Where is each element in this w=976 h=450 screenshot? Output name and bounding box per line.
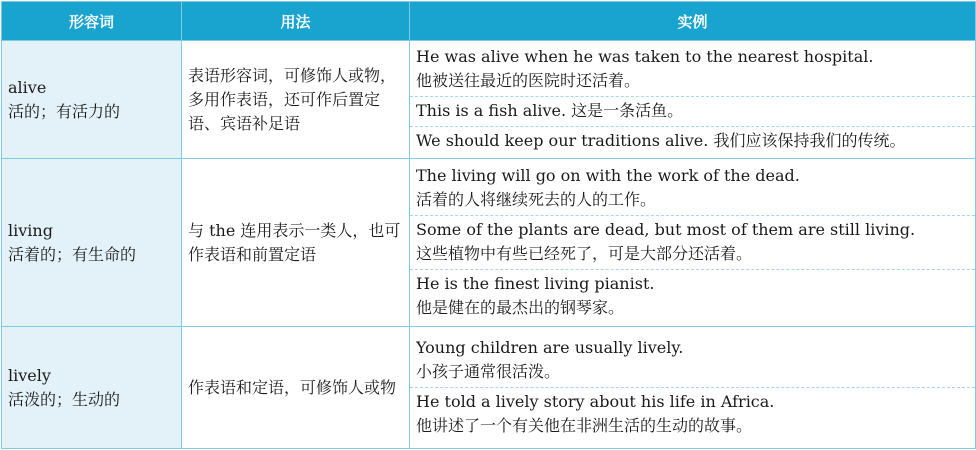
example-item xyxy=(410,162,975,215)
adjective-cell xyxy=(2,159,182,327)
example-chinese: 小孩子通常很活泼。 xyxy=(416,362,561,381)
example-item xyxy=(410,215,975,269)
table-row-living xyxy=(2,159,976,327)
adjective-cell xyxy=(2,41,182,159)
adjective-gloss: 活的；有活力的 xyxy=(8,101,121,121)
adjective-word: lively xyxy=(8,365,51,385)
usage-text: 表语形容词，可修饰人或物，多用作表语，还可作后置定语、宾语补足语 xyxy=(188,65,397,133)
example-english: He is the finest living pianist. xyxy=(416,274,655,293)
examples-cell xyxy=(410,327,976,449)
example-item xyxy=(410,387,975,441)
table-row-lively xyxy=(2,327,976,449)
example-english: He told a lively story about his life in Africa. xyxy=(416,392,775,411)
example-english: This is a fish alive. 这是一条活鱼。 xyxy=(416,101,684,120)
usage-cell xyxy=(182,41,410,159)
example-item xyxy=(410,43,975,96)
header-examples: 实例 xyxy=(410,2,976,41)
example-item xyxy=(410,126,975,156)
example-chinese: 活着的人将继续死去的人的工作。 xyxy=(416,190,657,209)
usage-cell xyxy=(182,327,410,449)
examples-cell xyxy=(410,41,976,159)
header-row xyxy=(2,2,976,41)
example-english: Some of the plants are dead, but most of them are still living. xyxy=(416,220,916,239)
usage-text: 作表语和定语，可修饰人或物 xyxy=(188,377,397,397)
example-item xyxy=(410,96,975,126)
adjective-word: living xyxy=(8,220,53,240)
example-english: The living will go on with the work of the dead. xyxy=(416,166,800,185)
example-chinese: 他是健在的最杰出的钢琴家。 xyxy=(416,298,625,317)
adjective-usage-table-wrapper xyxy=(1,1,975,449)
adjective-cell xyxy=(2,327,182,449)
example-english: We should keep our traditions alive. 我们应该保持我们的传统。 xyxy=(416,131,906,150)
example-english: He was alive when he was taken to the nearest hospital. xyxy=(416,47,874,66)
example-item xyxy=(410,269,975,323)
examples-cell xyxy=(410,159,976,327)
adjective-word: alive xyxy=(8,77,47,97)
usage-text: 与 the 连用表示一类人，也可作表语和前置定语 xyxy=(188,220,401,264)
example-chinese: 他讲述了一个有关他在非洲生活的生动的故事。 xyxy=(416,416,753,435)
example-chinese: 这些植物中有些已经死了，可是大部分还活着。 xyxy=(416,244,753,263)
header-adjective: 形容词 xyxy=(2,2,182,41)
example-chinese: 他被送往最近的医院时还活着。 xyxy=(416,71,641,90)
usage-cell xyxy=(182,159,410,327)
adjective-gloss: 活泼的；生动的 xyxy=(8,389,121,409)
example-item xyxy=(410,334,975,387)
adjective-gloss: 活着的；有生命的 xyxy=(8,244,137,264)
adjective-usage-table xyxy=(1,1,976,449)
header-usage: 用法 xyxy=(182,2,410,41)
table-row-alive xyxy=(2,41,976,159)
example-english: Young children are usually lively. xyxy=(416,338,684,357)
